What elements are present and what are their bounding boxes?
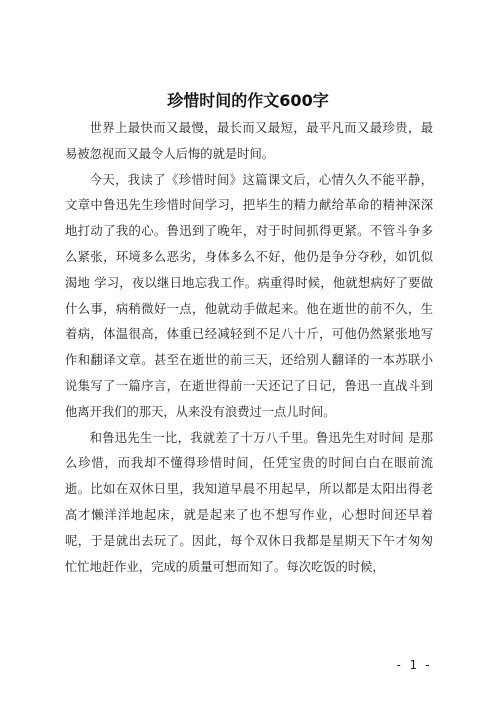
document-body <box>65 116 433 580</box>
paragraph-3: 和鲁迅先生一比，我就差了十万八千里。鲁迅先生对时间 是那么珍惜，而我却不懂得珍惜时间，任凭宝贵的时间白白在眼前流逝。比如在双休日里，我知道早晨不用起早，所以都是太阳出得老高才懒洋洋地起床，就是起来了也不想写作业，心想时间还早着呢，于是就出去玩了。因此，每个双休日我都是星期天下午才匆匆忙忙地赶作业，完成的质量可想而知了。每次吃饭的时候， <box>65 430 433 574</box>
paragraph-1: 世界上最快而又最慢，最长而又最短，最平凡而又最珍贵，最易被忽视而又最令人后悔的就是时间。 <box>65 121 433 161</box>
page-number: - 1 - <box>395 658 432 672</box>
paragraph-2: 今天，我读了《珍惜时间》这篇课文后，心情久久不能平静，文章中鲁迅先生珍惜时间学习，把毕生的精力献给革命的精神深深地打动了我的心。鲁迅到了晚年，对于时间抓得更紧。不管斗争多么紧张，环境多么恶劣，身体多么不好，他仍是争分夺秒，如饥似渴地 学习，夜以继日地忘我工作。病重得时候，他就想病好了要做什么事，病稍微好一点，他就动手做起来。他在逝世的前不久，生着病，体温很高，体重已经减轻到不足八十斤，可他仍然紧张地写作和翻译文章。甚至在逝世的前三天，还给别人翻译的一本苏联小说集写了一篇序言，在逝世得前一天还记了日记，鲁迅一直战斗到他离开我们的那天，从来没有浪费过一点儿时间。 <box>65 172 433 419</box>
document-title: 珍惜时间的作文600字 <box>167 91 329 110</box>
